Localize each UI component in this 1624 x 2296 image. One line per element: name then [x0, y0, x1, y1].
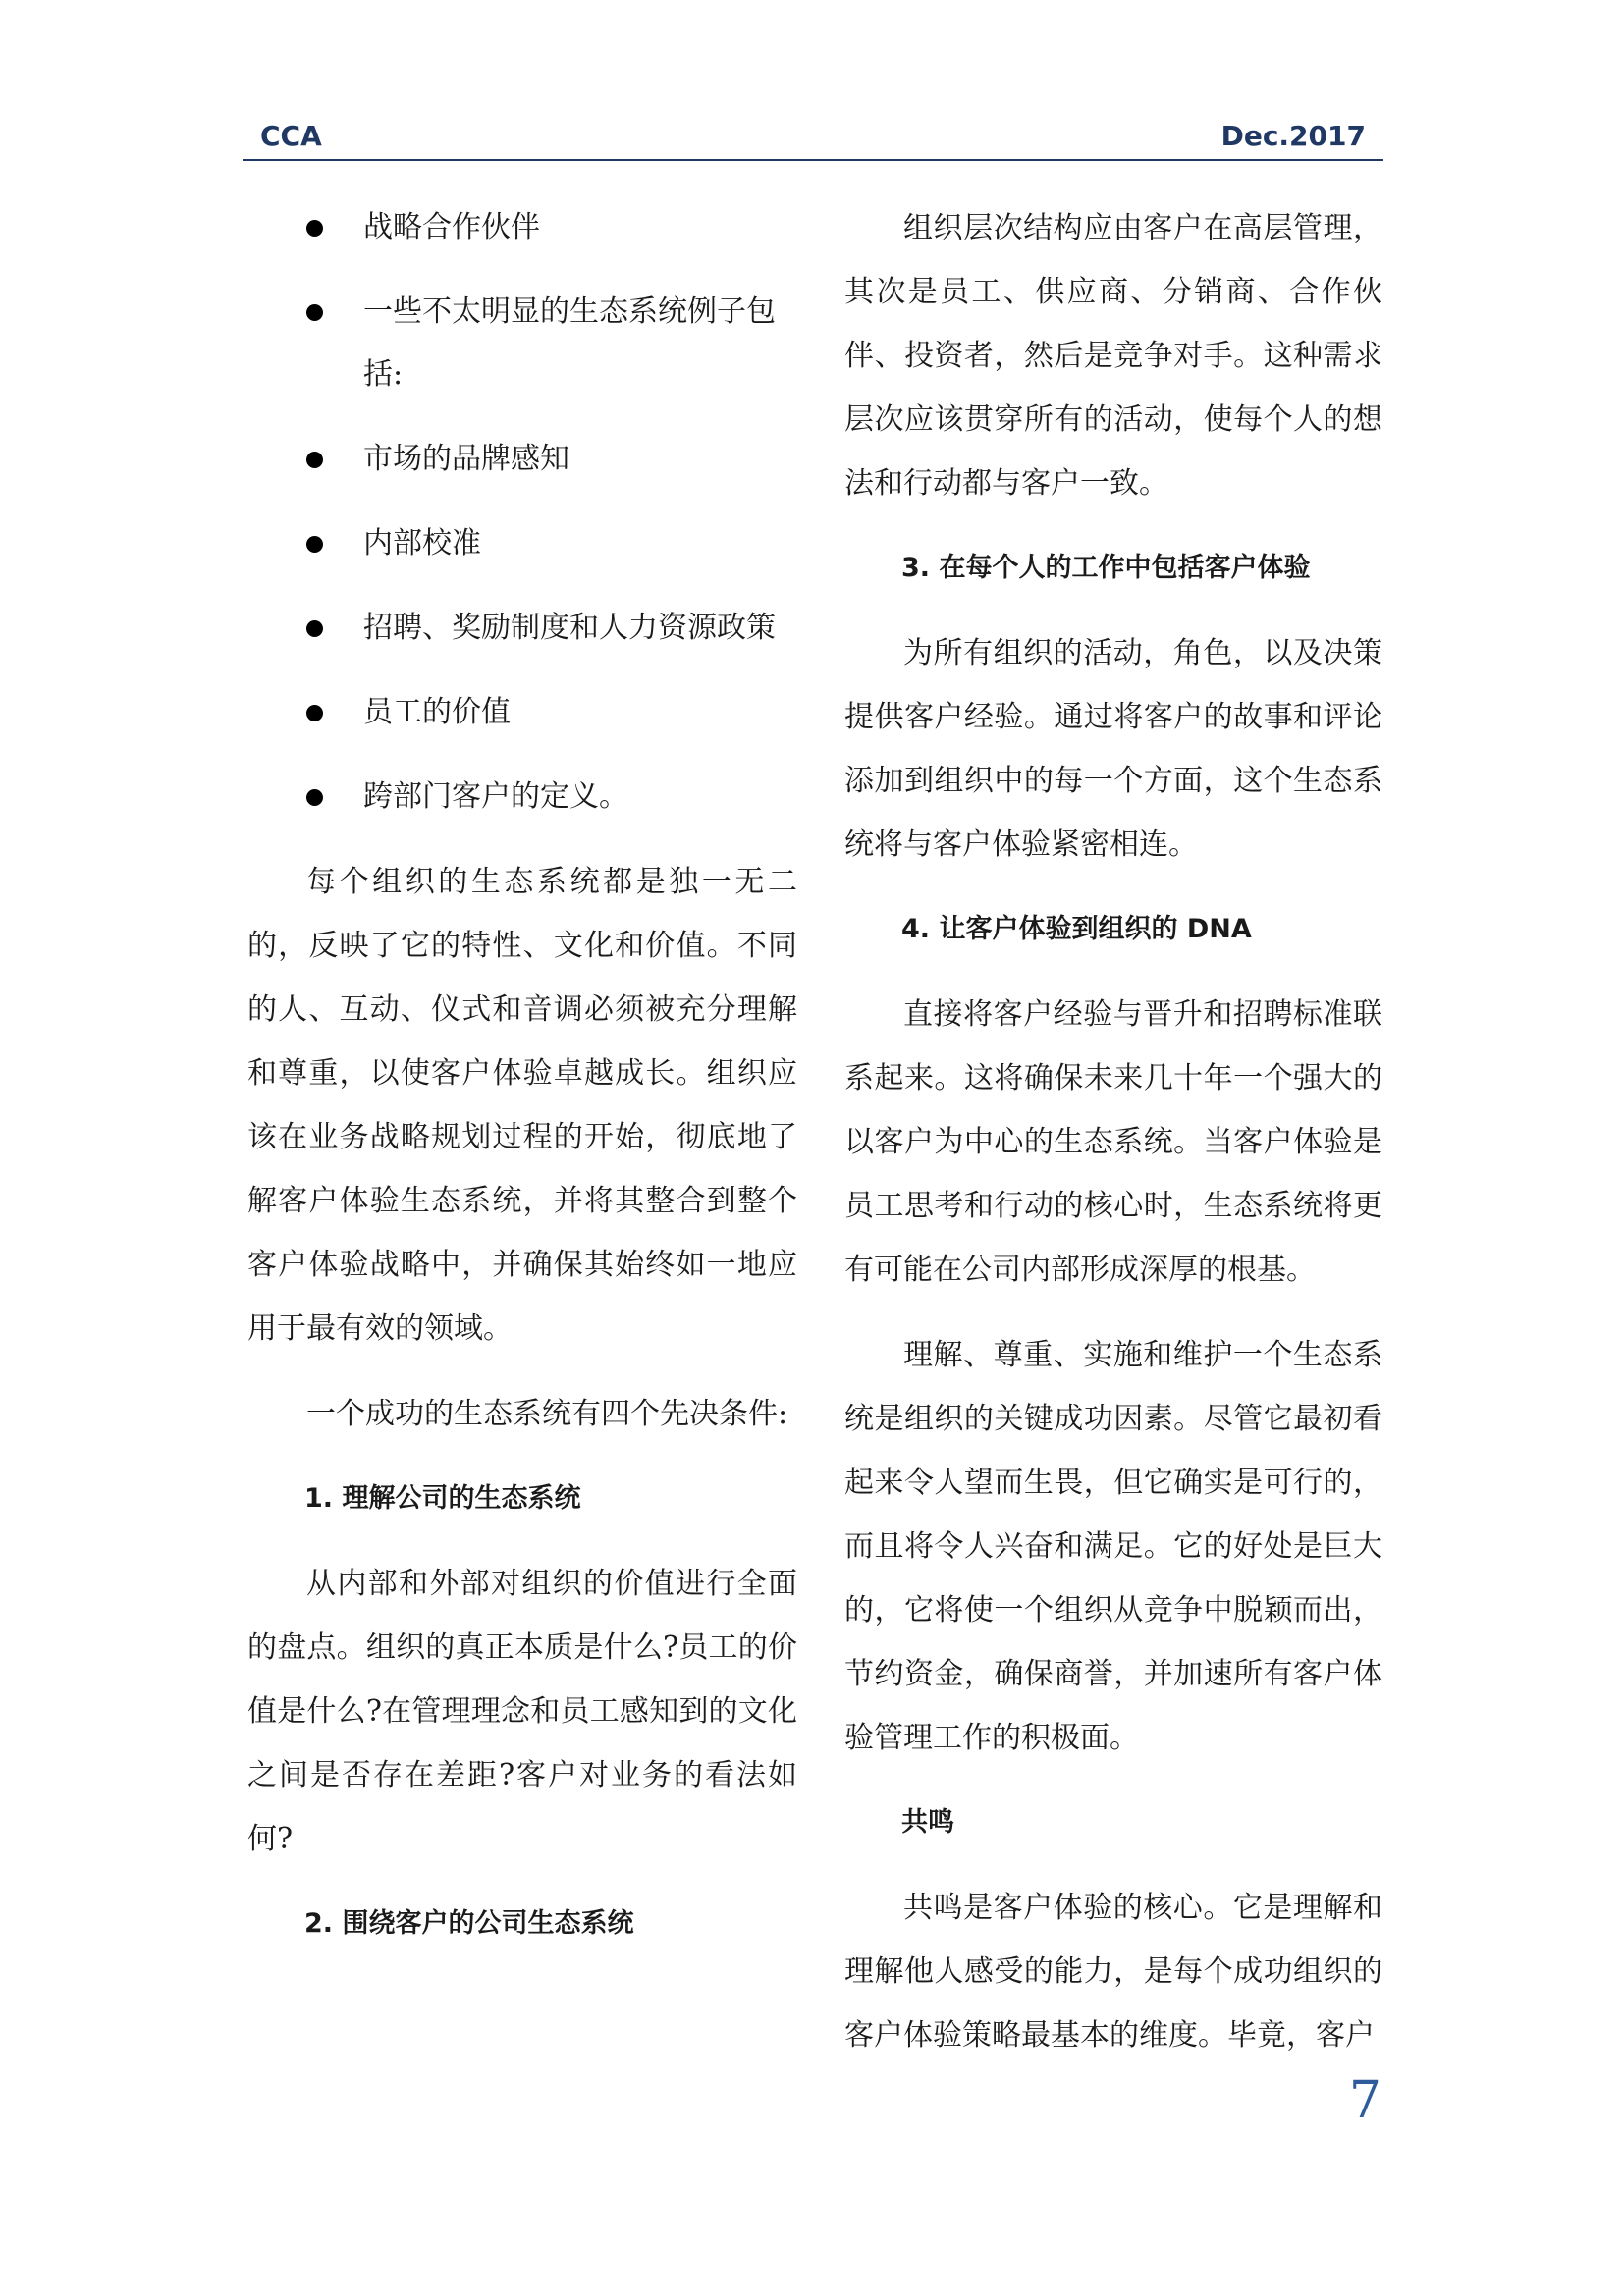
paragraph: 组织层次结构应由客户在高层管理，其次是员工、供应商、分销商、合作伙伴、投资者，然后是竞争对手。这种需求层次应该贯穿所有的活动，使每个人的想法和行动都与客户一致。: [844, 211, 1382, 501]
bullet-icon: [306, 789, 323, 806]
paragraph: 为所有组织的活动，角色，以及决策提供客户经验。通过将客户的故事和评论添加到组织中的每一个方面，这个生态系统将与客户体验紧密相连。: [844, 636, 1382, 862]
bullet-list: [247, 196, 797, 828]
list-item: 员工的价值: [247, 681, 797, 744]
paragraph: 理解、尊重、实施和维护一个生态系统是组织的关键成功因素。尽管它最初看起来令人望而生畏，但它确实是可行的，而且将令人兴奋和满足。它的好处是巨大的，它将使一个组织从竞争中脱颖而出，节约资金，确保商誉，并加速所有客户体验管理工作的积极面。: [844, 1338, 1382, 1755]
list-item: 战略合作伙伴: [247, 196, 797, 259]
right-column: [844, 196, 1382, 2089]
bullet-icon: [306, 705, 323, 721]
page-number: 7: [1348, 2071, 1381, 2130]
bullet-icon: [306, 304, 323, 321]
header-publication: CCA: [260, 120, 322, 152]
list-item: 招聘、奖励制度和人力资源政策: [247, 597, 797, 660]
list-item: 内部校准: [247, 512, 797, 575]
list-item: 跨部门客户的定义。: [247, 766, 797, 828]
paragraph: 每个组织的生态系统都是独一无二的，反映了它的特性、文化和价值。不同的人、互动、仪式和音调必须被充分理解和尊重，以使客户体验卓越成长。组织应该在业务战略规划过程的开始，彻底地了解客户体验生态系统，并将其整合到整个客户体验战略中，并确保其始终如一地应用于最有效的领域。: [247, 865, 797, 1346]
section-heading: 4. 让客户体验到组织的 DNA: [901, 914, 1252, 944]
section-heading: 3. 在每个人的工作中包括客户体验: [901, 553, 1311, 583]
bullet-icon: [306, 620, 323, 637]
left-column: [247, 196, 797, 1977]
paragraph: 从内部和外部对组织的价值进行全面的盘点。组织的真正本质是什么?员工的价值是什么?在管理理念和员工感知到的文化之间是否存在差距?客户对业务的看法如何?: [247, 1567, 797, 1856]
section-heading: 1. 理解公司的生态系统: [304, 1483, 581, 1514]
bullet-icon: [306, 536, 323, 553]
bullet-icon: [306, 220, 323, 237]
list-item: 市场的品牌感知: [247, 428, 797, 491]
paragraph: 一个成功的生态系统有四个先决条件:: [306, 1397, 788, 1431]
page-header: [243, 116, 1383, 161]
header-date: Dec.2017: [1220, 120, 1366, 152]
section-heading: 2. 围绕客户的公司生态系统: [304, 1908, 634, 1939]
paragraph: 共鸣是客户体验的核心。它是理解和理解他人感受的能力，是每个成功组织的客户体验策略最基本的维度。毕竟，客户: [844, 1891, 1382, 2053]
paragraph: 直接将客户经验与晋升和招聘标准联系起来。这将确保未来几十年一个强大的以客户为中心的生态系统。当客户体验是员工思考和行动的核心时，生态系统将更有可能在公司内部形成深厚的根基。: [844, 997, 1382, 1287]
bullet-icon: [306, 452, 323, 468]
list-item: 一些不太明显的生态系统例子包括:: [247, 281, 797, 406]
section-heading: 共鸣: [901, 1807, 954, 1838]
